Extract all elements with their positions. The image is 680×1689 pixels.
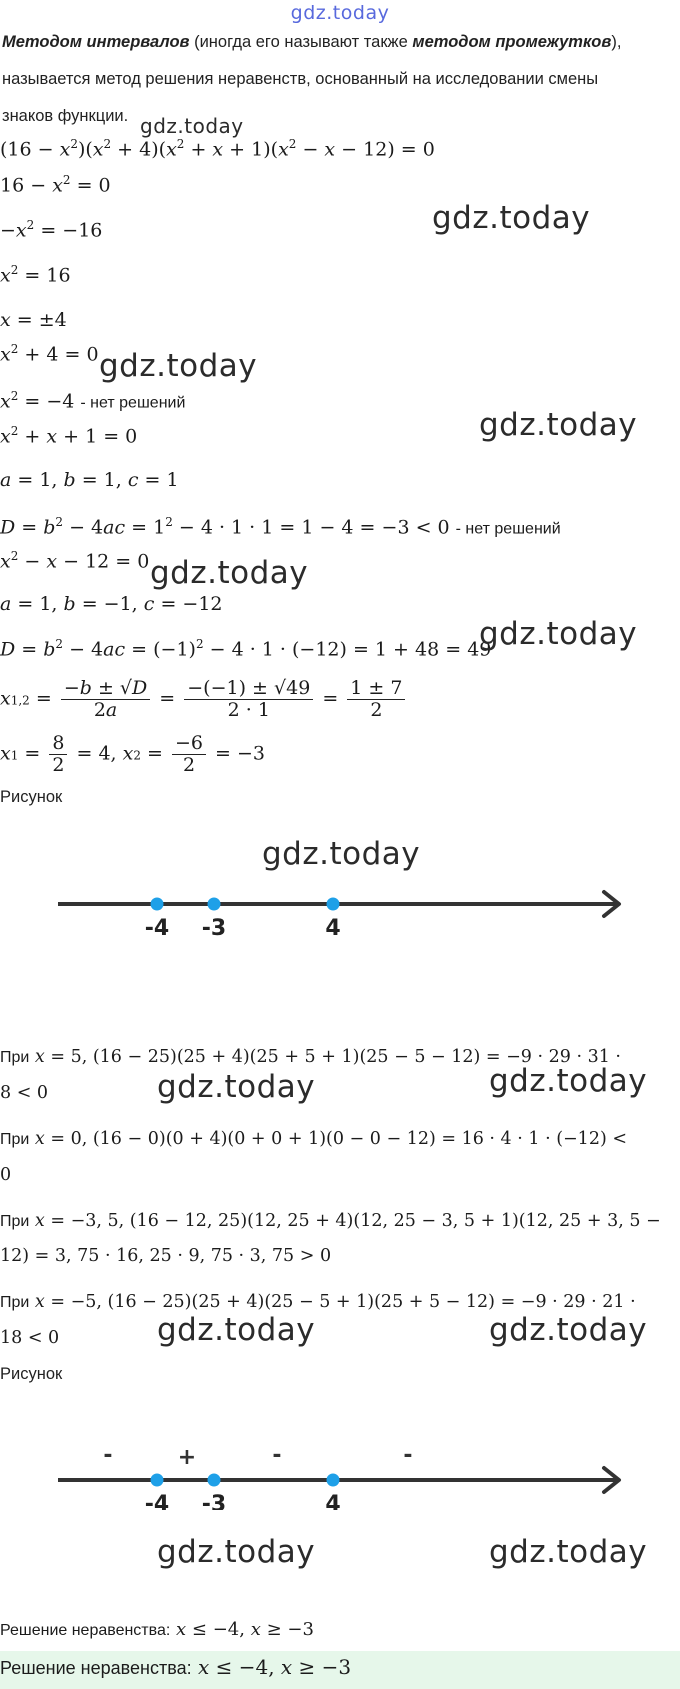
eq-line-9: $D = b^2 - 4ac = 1^2 - 4 \cdot 1 \cdot 1 = 1 - 4 = -3 < 0$ - нет решений: [0, 515, 561, 539]
test-point-1: При x = 5, (16 − 25)(25 + 4)(25 + 5 + 1)(25 − 5 − 12) = −9 · 29 · 31 ·: [0, 1047, 621, 1067]
pri-label: При: [0, 1131, 30, 1148]
eq-line-3: $x^2 = 16$: [0, 263, 71, 287]
no-solution-note: - нет решений: [455, 520, 561, 538]
eq-line-10: $x^2 - x - 12 = 0$: [0, 549, 150, 573]
answer-line: Решение неравенства: x ≤ −4, x ≥ −3: [0, 1619, 314, 1640]
answer-label: Решение неравенства:: [0, 1622, 171, 1639]
eq-line-8: a = 1, b = 1, c = 1: [0, 469, 179, 491]
test-point-3: При x = −3, 5, (16 − 12, 25)(12, 25 + 4)(12, 25 − 3, 5 + 1)(12, 25 + 3, 5 −: [0, 1211, 661, 1231]
point-marker-3: [327, 898, 340, 911]
eq-roots-formula: x1,2 = $\frac{-b \pm √D}{2a}$ = $\frac{-(-1) \pm √49}{2 \cdot 1}$ = $\frac{1 \pm 7}{2}$: [0, 678, 408, 721]
pri-label: При: [0, 1294, 30, 1311]
test-point-1-cont: 8 < 0: [0, 1083, 49, 1103]
number-line-2: [0, 1440, 680, 1510]
pri-label: При: [0, 1213, 30, 1230]
eq-line-7: $x^2 + x + 1 = 0$: [0, 424, 138, 448]
point-marker-2: [208, 1474, 221, 1487]
eq-line-11: a = 1, b = −1, c = −12: [0, 593, 223, 615]
term-interval-method: Методом интервалов: [2, 33, 190, 51]
point-marker-3: [327, 1474, 340, 1487]
watermark: gdz.today: [150, 555, 309, 591]
watermark: gdz.today: [140, 114, 244, 138]
term-gap-method: методом промежутков: [412, 33, 612, 51]
watermark: gdz.today: [479, 616, 638, 652]
point-marker-1: [151, 1474, 164, 1487]
point-label-2: -3: [201, 916, 227, 941]
interval-sign-4: -: [403, 1443, 413, 1468]
intro-line-3: знаков функции.: [2, 107, 129, 125]
watermark: gdz.today: [479, 407, 638, 443]
eq-line-4: x = ±4: [0, 309, 67, 331]
point-label-1: -4: [144, 1492, 170, 1510]
interval-sign-2: +: [177, 1445, 197, 1470]
watermark: gdz.today: [157, 1534, 316, 1570]
watermark: gdz.today: [157, 1312, 316, 1348]
test-point-4: При x = −5, (16 − 25)(25 + 4)(25 − 5 + 1)(25 + 5 − 12) = −9 · 29 · 21 ·: [0, 1292, 636, 1312]
number-line-1: [0, 880, 680, 950]
test-point-2-cont: 0: [0, 1165, 12, 1185]
intro-line-2: называется метод решения неравенств, основанный на исследовании смены: [2, 70, 599, 88]
watermark: gdz.today: [489, 1312, 648, 1348]
watermark: gdz.today: [432, 200, 591, 236]
pri-label: При: [0, 1049, 30, 1066]
point-marker-1: [151, 898, 164, 911]
watermark: gdz.today: [489, 1534, 648, 1570]
interval-sign-1: -: [103, 1443, 113, 1468]
point-label-2: -3: [201, 1492, 227, 1510]
watermark: gdz.today: [262, 836, 421, 872]
test-point-3-cont: 12) = 3, 75 · 16, 25 · 9, 75 · 3, 75 > 0: [0, 1246, 332, 1266]
intro-line-1: [2, 33, 621, 53]
answer-label: Решение неравенства:: [0, 1658, 192, 1678]
eq-line-12: $D = b^2 - 4ac = (-1)^2 - 4 \cdot 1 \cdot (-12) = 1 + 48 = 49$: [0, 637, 492, 661]
equation-main: $(16 - x^2)(x^2 + 4)(x^2 + x + 1)(x^2 - x - 12) = 0$: [0, 137, 435, 161]
point-label-3: 4: [325, 916, 341, 941]
figure-label: Рисунок: [0, 788, 63, 806]
watermark: gdz.today: [99, 348, 258, 384]
point-label-3: 4: [325, 1492, 341, 1510]
intro-mid: (иногда его называют также: [189, 33, 413, 51]
intro-tail: ),: [611, 33, 622, 51]
interval-sign-3: -: [272, 1443, 282, 1468]
figure-label: Рисунок: [0, 1365, 63, 1383]
test-point-4-cont: 18 < 0: [0, 1328, 60, 1348]
eq-roots-values: x1 = $\frac{8}{2}$ = 4, x2 = $\frac{-6}{2}$ = −3: [0, 732, 266, 776]
eq-line-6: $x^2 = -4$ - нет решений: [0, 389, 186, 413]
point-label-1: -4: [144, 916, 170, 941]
eq-line-1: $16 - x^2 = 0$: [0, 173, 111, 197]
top-watermark: gdz.today: [290, 2, 390, 24]
point-marker-2: [208, 898, 221, 911]
watermark: gdz.today: [489, 1063, 648, 1099]
watermark: gdz.today: [157, 1069, 316, 1105]
no-solution-note: - нет решений: [80, 394, 186, 412]
eq-line-5: $x^2 + 4 = 0$: [0, 342, 99, 366]
test-point-2: При x = 0, (16 − 0)(0 + 4)(0 + 0 + 1)(0 − 0 − 12) = 16 · 4 · 1 · (−12) <: [0, 1129, 628, 1149]
eq-line-2: $-x^2 = -16$: [0, 218, 103, 242]
answer-line-highlighted: Решение неравенства: x ≤ −4, x ≥ −3: [0, 1655, 352, 1679]
